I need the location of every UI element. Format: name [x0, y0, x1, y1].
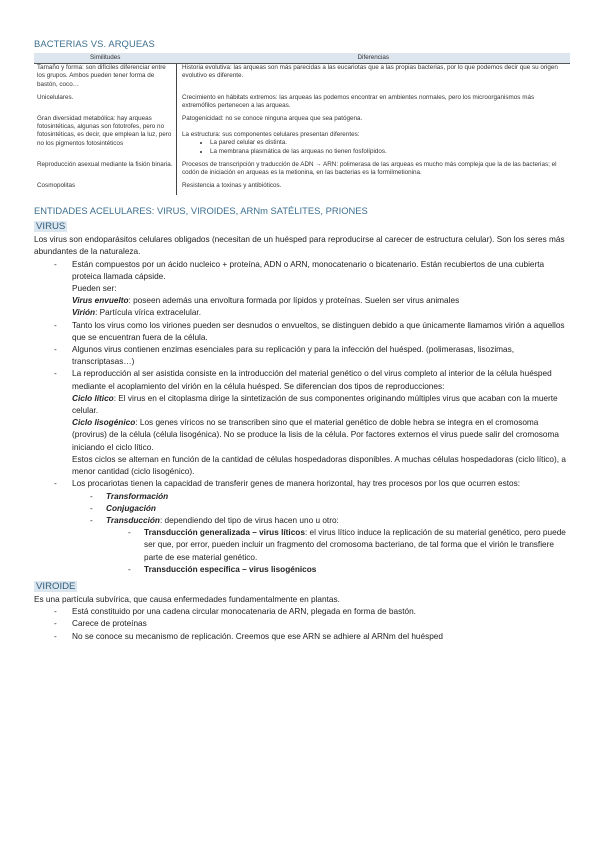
enveloped-text: : poseen además una envoltura formada por lípidos y proteínas. Suelen ser virus animales	[128, 296, 460, 306]
point-text: Los procariotas tienen la capacidad de transferir genes de manera horizontal, hay tres procesos por los que ocurren estos:	[72, 479, 521, 489]
point-text: Está constituido por una cadena circular monocatenaria de ARN, plegada en forma de bastón.	[72, 607, 416, 617]
transduction-text: : dependiendo del tipo de virus hacen uno u otro:	[159, 515, 339, 525]
difference-text: Patogenicidad: no se conoce ninguna arquea que sea patógena.	[182, 115, 363, 123]
point-text: No se conoce su mecanismo de replicación. Creemos que ese ARN se adhiere al ARNm del huésped	[72, 631, 443, 641]
generalized-text: : el virus lítico induce la replicación de su material genético, pero puede ser que, por error, pueden incluir un fragmento del cromosoma bacteriano, de tal forma que el virión le transfiere parte de ese material genético.	[144, 528, 566, 562]
dash-marker: -	[90, 515, 93, 525]
point-text: Carece de proteínas	[72, 619, 147, 629]
difference-bullets	[182, 139, 567, 155]
lytic-text: : El virus en el citoplasma dirige la sintetización de sus componentes originando múltiples virus que acaban con la muerte celular.	[72, 393, 558, 416]
dash-marker: -	[54, 607, 57, 617]
similarity-cell: Unicelulares.	[34, 94, 177, 115]
differences-header: Diferencias	[177, 53, 571, 64]
viroid-heading: VIROIDE	[36, 580, 76, 592]
similarity-cell: Gran diversidad metabólica: hay arqueas fotosintéticas, algunas son fototrofes, pero no fotosintéticas, es decir, que emplean la luz, pero no los pigmentos fotosintéticos	[34, 115, 177, 161]
enveloped-definition	[34, 295, 570, 307]
dash-marker: -	[128, 564, 131, 574]
dash-marker: -	[54, 631, 57, 641]
table-row	[34, 94, 570, 115]
point-text: Están compuestos por un ácido nucleico + proteína, ADN o ARN, monocatenario o bicatenario. Están recubiertos de una cubierta proteica llamada cápside.	[72, 259, 545, 281]
list-item	[34, 491, 570, 503]
cycle-alternation: Estos ciclos se alternan en función de la cantidad de células hospedadoras disponibles. A muchas células hospedadoras (ciclo lítico), a menor cantidad (ciclo lisogénico).	[72, 454, 566, 477]
dash-marker: -	[54, 259, 57, 269]
difference-cell	[177, 115, 571, 161]
difference-text: Historia evolutiva: las arqueas son más parecidas a las eucariotas que a las propias bacterias, por lo que podemos decir que su origen evolutivo es diferente.	[182, 64, 558, 80]
table-row	[34, 115, 570, 161]
lysogenic-cycle	[34, 417, 570, 454]
list-item	[34, 515, 570, 527]
table-header-row	[34, 53, 570, 64]
difference-cell: Resistencia a toxinas y antibióticos.	[182, 182, 282, 190]
difference-cell	[177, 94, 571, 115]
virion-text: : Partícula vírica extracelular.	[95, 308, 201, 318]
list-item	[34, 478, 570, 490]
list-item	[34, 503, 570, 515]
enveloped-term: Virus envuelto	[72, 296, 129, 306]
dash-marker: -	[54, 619, 57, 629]
dash-marker: -	[54, 479, 57, 489]
list-item	[34, 527, 570, 564]
difference-cell	[177, 64, 571, 94]
list-item: • La pared celular es distinta.	[210, 139, 567, 147]
conjugation-term: Conjugación	[106, 503, 156, 513]
dash-marker: -	[54, 369, 57, 379]
generalized-term: Transducción generalizada – virus líticos	[144, 528, 305, 538]
similarity-cell: Reproducción asexual mediante la fisión binaria.	[34, 161, 177, 182]
dash-marker: -	[90, 503, 93, 513]
comparison-title: BACTERIAS VS. ARQUEAS	[34, 38, 155, 49]
virion-definition	[34, 307, 570, 319]
virus-section	[34, 234, 570, 576]
virion-term: Virión	[72, 308, 96, 318]
list-item	[34, 368, 570, 392]
list-item	[34, 631, 570, 643]
transduction-term: Transducción	[106, 515, 160, 525]
point-text: Tanto los virus como los viriones pueden ser desnudos o envueltos, se distinguen debido a que únicamente llamamos virión a aquellos que se encuentran fuera de la célula.	[72, 320, 565, 342]
lysogenic-term: Ciclo lisogénico	[72, 418, 136, 428]
table-row	[34, 182, 570, 195]
point-text: La reproducción al ser asistida consiste en la introducción del material genético o del virus completo al interior de la célula huésped mediante el acoplamiento del virión en la célula huésped. Se diferencian dos tipos de reproducciones:	[72, 369, 552, 391]
transformation-term: Transformación	[106, 491, 169, 501]
dash-marker: -	[54, 320, 57, 330]
virus-heading: VIRUS	[36, 221, 66, 233]
virus-intro: Los virus son endoparásitos celulares obligados (necesitan de un huésped para reproducirse al carecer de estructura celular). Son los seres más abundantes de la naturaleza.	[34, 235, 565, 257]
lytic-cycle	[34, 393, 570, 417]
list-item	[34, 320, 570, 344]
viroid-intro: Es una partícula subvírica, que causa enfermedades fundamentalmente en plantas.	[34, 594, 340, 604]
similarity-cell: Cosmopolitas	[34, 182, 177, 195]
difference-cell: Procesos de transcripción y traducción de ADN → ARN: polimerasa de las arqueas es mucho más compleja que la de las bacterias; el codón de iniciación en arqueas es la metionina, en las bacterias es la formilmetionina.	[182, 160, 557, 176]
difference-text: La estructura: sus componentes celulares presentan diferentes:	[182, 131, 360, 139]
point-text: Algunos virus contienen enzimas esenciales para su replicación y para la infección del huésped. (polimerasas, lisozimas, transcriptasas…)	[72, 345, 515, 367]
list-item	[34, 344, 570, 368]
list-item	[34, 606, 570, 618]
similarity-cell: Tamaño y forma: son difíciles diferenciar entre los grupos. Ambos pueden tener forma de bastón, coco…	[34, 64, 177, 94]
lysogenic-text: : Los genes víricos no se transcriben sino que el material genético de doble hebra se integra en el cromosoma (provirus) de la célula (célula lisogénica). No se produce la lisis de la célula. Por factores externos el virus puede salir del cromosoma iniciando el ciclo lítico.	[72, 418, 559, 452]
list-item: • La membrana plasmática de las arqueas no tienen fosfolípidos.	[210, 148, 567, 156]
table-row	[34, 64, 570, 94]
list-item	[34, 618, 570, 630]
difference-text: Crecimiento en hábitats extremos: las arqueas las podemos encontrar en ambientes normales, pero los microorganismos más extremófilos pertenecen a las arqueas.	[182, 93, 535, 109]
comparison-table	[34, 53, 570, 195]
can-be-label: Pueden ser:	[72, 284, 117, 294]
acellular-title: ENTIDADES ACELULARES: VIRUS, VIROIDES, ARNm SATÉLITES, PRIONES	[34, 205, 368, 217]
list-item	[34, 564, 570, 576]
viroid-section	[34, 594, 570, 643]
similarities-header: Similitudes	[34, 53, 177, 64]
list-item	[34, 259, 570, 283]
dash-marker: -	[90, 491, 93, 501]
lytic-term: Ciclo lítico	[72, 393, 114, 403]
table-row	[34, 161, 570, 182]
document-page	[34, 38, 570, 643]
specific-term: Transducción específica – virus lisogénicos	[144, 564, 317, 574]
dash-marker: -	[128, 528, 131, 538]
dash-marker: -	[54, 345, 57, 355]
